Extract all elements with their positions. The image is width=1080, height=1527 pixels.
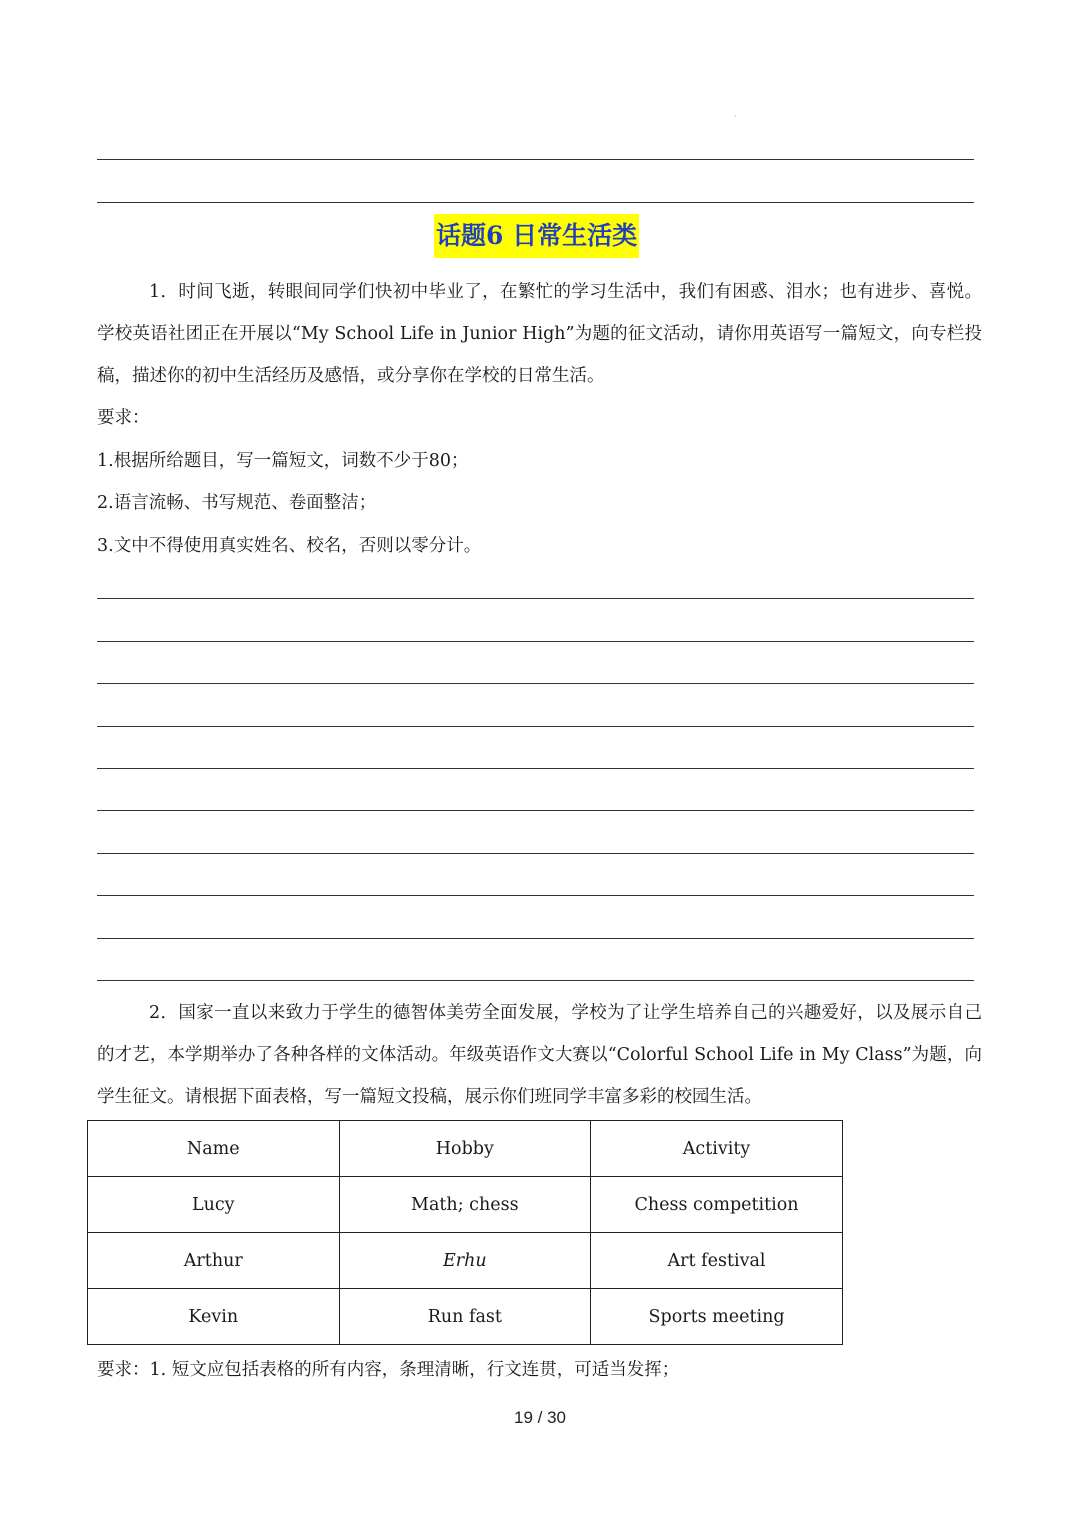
answer-line bbox=[97, 159, 974, 160]
table-cell: Sports meeting bbox=[591, 1289, 843, 1345]
requirement-item: 3.文中不得使用真实姓名、校名，否则以零分计。 bbox=[97, 536, 482, 556]
writing-line bbox=[97, 768, 974, 769]
topic-title: 话题6 日常生活类 bbox=[434, 214, 639, 258]
writing-line bbox=[97, 895, 974, 896]
table-cell: Lucy bbox=[88, 1177, 340, 1233]
writing-line bbox=[97, 853, 974, 854]
table-cell: Kevin bbox=[88, 1289, 340, 1345]
table-header-cell: Name bbox=[88, 1121, 340, 1177]
answer-line bbox=[97, 202, 974, 203]
table-row bbox=[88, 1177, 843, 1233]
table-row bbox=[88, 1289, 843, 1345]
writing-line bbox=[97, 598, 974, 599]
question-2-text bbox=[97, 992, 982, 1118]
writing-line bbox=[97, 726, 974, 727]
question-1-text bbox=[97, 271, 982, 397]
table-header-row bbox=[88, 1121, 843, 1177]
writing-line bbox=[97, 980, 974, 981]
page-number: 19 / 30 bbox=[514, 1408, 566, 1427]
table-header-cell: Hobby bbox=[339, 1121, 591, 1177]
question-2-body: 2．国家一直以来致力于学生的德智体美劳全面发展，学校为了让学生培养自己的兴趣爱好，以及展示自己的才艺，本学期举办了各种各样的文体活动。年级英语作文大赛以“Colorful School Life in My Class”为题，向学生征文。请根据下面表格，写一篇短文投稿，展示你们班同学丰富多彩的校园生活。 bbox=[97, 1003, 982, 1107]
table-row bbox=[88, 1233, 843, 1289]
table-header-cell: Activity bbox=[591, 1121, 843, 1177]
table-cell: Erhu bbox=[339, 1233, 591, 1289]
writing-line bbox=[97, 810, 974, 811]
table-cell: Math; chess bbox=[339, 1177, 591, 1233]
requirement-item: 1.根据所给题目，写一篇短文，词数不少于80； bbox=[97, 451, 469, 471]
table-cell: Chess competition bbox=[591, 1177, 843, 1233]
writing-line bbox=[97, 641, 974, 642]
writing-line bbox=[97, 938, 974, 939]
table-cell: Run fast bbox=[339, 1289, 591, 1345]
table-cell: Art festival bbox=[591, 1233, 843, 1289]
question-2-requirement: 要求：1. 短文应包括表格的所有内容，条理清晰，行文连贯，可适当发挥； bbox=[97, 1360, 680, 1380]
activity-table bbox=[87, 1120, 843, 1345]
stray-mark: · bbox=[734, 112, 737, 121]
requirements-label: 要求： bbox=[97, 408, 150, 428]
requirement-item: 2.语言流畅、书写规范、卷面整洁； bbox=[97, 493, 377, 513]
writing-line bbox=[97, 683, 974, 684]
table-cell: Arthur bbox=[88, 1233, 340, 1289]
question-1-body: 1．时间飞逝，转眼间同学们快初中毕业了，在繁忙的学习生活中，我们有困惑、泪水；也有进步、喜悦。学校英语社团正在开展以“My School Life in Junior High”为题的征文活动，请你用英语写一篇短文，向专栏投稿，描述你的初中生活经历及感悟，或分享你在学校的日常生活。 bbox=[97, 282, 982, 386]
